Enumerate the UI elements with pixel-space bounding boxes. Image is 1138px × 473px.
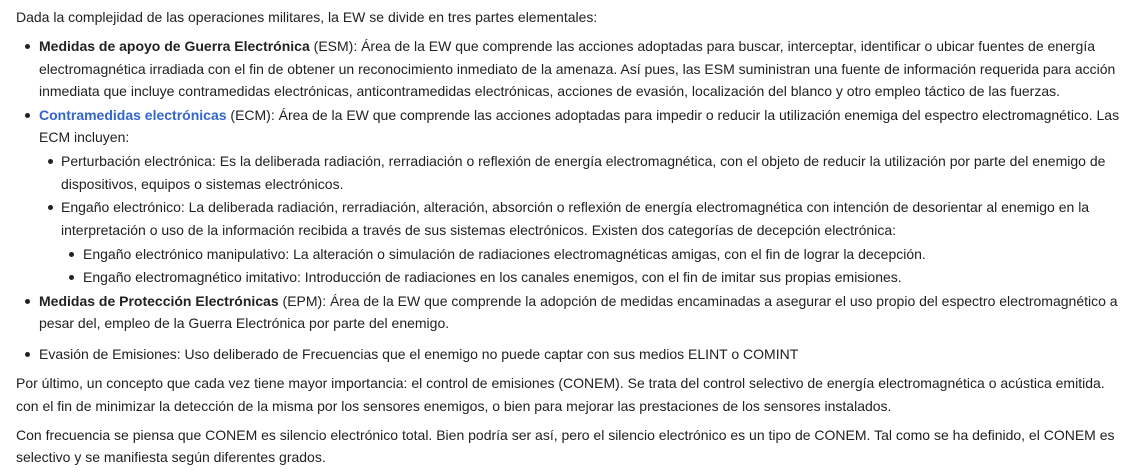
- esm-term: Medidas de apoyo de Guerra Electrónica: [39, 38, 310, 55]
- intro-paragraph: Dada la complejidad de las operaciones militares, la EW se divide en tres partes elementales:: [16, 9, 598, 25]
- list-item-ecm: [16, 104, 1128, 289]
- list-item-epm: [16, 290, 1128, 335]
- bullet-icon: [69, 252, 74, 257]
- bullet-icon: [48, 159, 53, 164]
- perturbacion-text: Perturbación electrónica: Es la deliberada radiación, rerradiación o reflexión de energía electromagnética, con el objeto de reducir la utilización por parte del enemigo de dispositivos, equipos o sistemas electrónicos.: [61, 153, 1106, 192]
- bullet-icon: [25, 113, 30, 118]
- epm-term: Medidas de Protección Electrónicas: [39, 292, 279, 309]
- engano-text: Engaño electrónico: La deliberada radiación, rerradiación, alteración, absorción o reflexión de energía electromagnética con intención de desorientar al enemigo en la interpretación o uso de la información recibida a través de sus sistemas electrónicos. Existen dos categorías de decepción electrónica:: [61, 199, 1090, 238]
- bullet-icon: [25, 44, 30, 49]
- ecm-description: (ECM): Área de la EW que comprende las acciones adoptadas para impedir o reducir la utilización enemiga del espectro electromagnético. Las ECM incluyen:: [39, 106, 1120, 146]
- bullet-icon: [48, 205, 53, 210]
- engano-sublist: [61, 243, 1128, 289]
- conem-silence-paragraph: Con frecuencia se piensa que CONEM es silencio electrónico total. Bien podría ser así, pero el silencio electrónico es un tipo de CONEM. Tal como se ha definido, el CONEM es selectivo y se manifiesta según diferentes grados.: [16, 426, 1115, 466]
- list-item-engano-manipulativo: [61, 243, 1128, 265]
- ew-parts-list: [16, 35, 1128, 365]
- list-item-esm: [16, 35, 1128, 102]
- ecm-link[interactable]: Contramedidas electrónicas: [39, 106, 227, 123]
- bullet-icon: [69, 275, 74, 280]
- conem-paragraph: Por último, un concepto que cada vez tiene mayor importancia: el control de emisiones (CONEM). Se trata del control selectivo de energía electromagnética o acústica emitida. con el fin de minimizar la detección de la misma por los sensores enemigos, o bien para mejorar las prestaciones de los sensores instalados.: [16, 375, 1105, 414]
- list-item-perturbacion: [39, 150, 1128, 195]
- evasion-text: Evasión de Emisiones: Uso deliberado de Frecuencias que el enemigo no puede captar con sus medios ELINT o COMINT: [39, 345, 799, 362]
- engano-manipulativo-text: Engaño electrónico manipulativo: La alteración o simulación de radiaciones electromagnéticas amigas, con el fin de lograr la decepción.: [83, 246, 926, 263]
- list-item-evasion: [16, 343, 1128, 365]
- engano-imitativo-text: Engaño electromagnético imitativo: Introducción de radiaciones en los canales enemigos, con el fin de imitar sus propias emisiones.: [83, 269, 902, 286]
- ecm-sublist: [39, 150, 1128, 288]
- bullet-icon: [25, 352, 30, 357]
- list-item-engano: [39, 196, 1128, 289]
- epm-description: (EPM): Área de la EW que comprende la adopción de medidas encaminadas a asegurar el uso propio del espectro electromagnético a pesar del, empleo de la Guerra Electrónica por parte del enemigo.: [39, 292, 1118, 332]
- list-item-engano-imitativo: [61, 266, 1128, 288]
- esm-description: (ESM): Área de la EW que comprende las acciones adoptadas para buscar, interceptar, identificar o ubicar fuentes de energía electromagnética irradiada con el fin de obtener un reconocimiento inmediato de la amenaza. Así pues, las ESM suministran una fuente de información requerida para acción inmediata que incluye contramedidas electrónicas, anticontramedidas electrónicas, acciones de evasión, localización del blanco y otro empleo táctico de las fuerzas.: [39, 38, 1116, 100]
- bullet-icon: [25, 299, 30, 304]
